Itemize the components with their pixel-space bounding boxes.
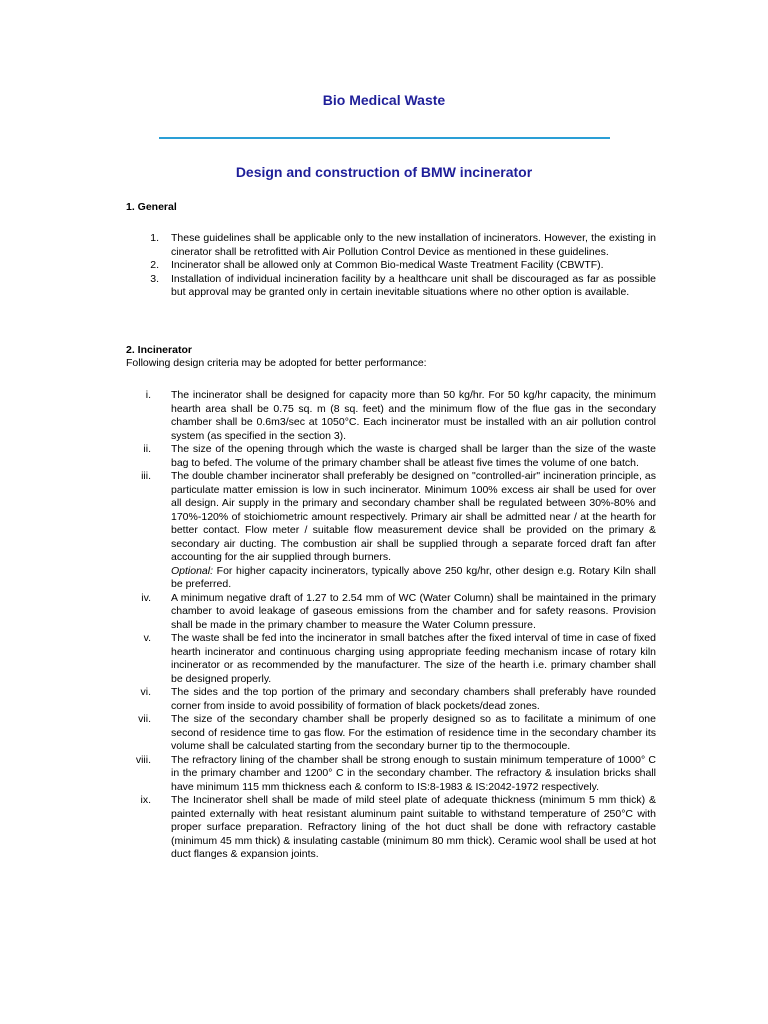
list-item <box>126 632 656 686</box>
list-item <box>126 273 656 300</box>
list-item-number: 3. <box>150 272 159 285</box>
document-title: Bio Medical Waste <box>322 92 446 108</box>
list-item-number: iii. <box>141 470 151 482</box>
list-item-number: 1. <box>150 232 159 244</box>
list-item-number: viii. <box>135 753 151 766</box>
optional-text: For higher capacity incinerators, typically above 250 kg/hr, other design e.g. Rotary Kiln shall be preferred. <box>171 564 656 590</box>
list-item-number: vi. <box>140 686 151 698</box>
list-item-number: iv. <box>141 591 151 604</box>
list-item-number: 2. <box>150 259 159 271</box>
list-item-text: Incinerator shall be allowed only at Common Bio-medical Waste Treatment Facility (CBWTF). <box>171 259 604 271</box>
list-item <box>126 259 656 273</box>
list-item-number: vii. <box>138 713 151 725</box>
optional-label: Optional: <box>171 564 214 577</box>
section-heading-general: 1. General <box>126 201 177 213</box>
section-intro: Following design criteria may be adopted for better performance: <box>126 357 427 369</box>
document-subtitle: Design and construction of BMW incinerator <box>235 164 533 180</box>
list-item-text: A minimum negative draft of 1.27 to 2.54 mm of WC (Water Column) shall be maintained in the primary chamber to avoid leakage of gaseous emissions from the chamber and for safety reasons. Provision shall be made in the primary chamber to measure the Water Column pressure. <box>171 591 656 631</box>
list-item-text: Installation of individual incineration facility by a healthcare unit shall be discouraged as far as possible but approval may be granted only in certain inevitable situations where no other option is available. <box>171 272 656 298</box>
list-item-text: The size of the opening through which the waste is charged shall be larger than the size of the waste bag to befed. The volume of the primary chamber shall be atleast five times the volume of one batch. <box>171 443 656 469</box>
list-item-text: The sides and the top portion of the primary and secondary chambers shall preferably have rounded corner from inside to avoid possibility of formation of black pockets/dead zones. <box>171 686 656 712</box>
list-item-number: i. <box>145 389 151 401</box>
list-item <box>126 232 656 259</box>
general-list <box>126 232 656 300</box>
list-item <box>126 754 656 795</box>
list-item <box>126 443 656 470</box>
list-item-number: v. <box>143 632 151 644</box>
list-item <box>126 389 656 443</box>
list-item-text: The refractory lining of the chamber shall be strong enough to sustain minimum temperature of 1000° C in the primary chamber and 1200° C in the secondary chamber. The refractory & insulation bricks shall have minimum 115 mm thickness each & conform to IS:8-1983 & IS:2042-1972 respectively. <box>171 753 656 793</box>
list-item-text: The size of the secondary chamber shall be properly designed so as to facilitate a minimum of one second of residence time to gas flow. For the estimation of residence time in the secondary chamber its volume shall be calculated starting from the secondary burner tip to the thermocouple. <box>171 713 656 752</box>
list-item <box>126 686 656 713</box>
list-item-text: The Incinerator shell shall be made of mild steel plate of adequate thickness (minimum 5 mm thick) & painted externally with heat resistant aluminum paint suitable to withstand temperature of 250°C with proper surface preparation. Refractory lining of the hot duct shall be done with refractory castable (minimum 45 mm thick) & insulating castable (minimum 80 mm thick). Ceramic wool shall be used at hot duct flanges & expansion joints. <box>171 794 656 860</box>
list-item-number: ii. <box>143 443 151 455</box>
list-item <box>126 713 656 754</box>
list-item-text: The waste shall be fed into the incinerator in small batches after the fixed interval of time in case of fixed hearth incinerator and continuous charging using appropriate feeding mechanism incase of rotary kiln incinerator or as recommended by the manufacturer. The size of the hearth i.e. primary chamber shall be designed properly. <box>171 632 656 685</box>
title-divider <box>159 137 610 139</box>
list-item-text: These guidelines shall be applicable only to the new installation of incinerators. However, the existing in cinerator shall be retrofitted with Air Pollution Control Device as mentioned in these guidelines. <box>171 232 656 258</box>
design-criteria-list <box>126 389 656 862</box>
list-item-text: The incinerator shall be designed for capacity more than 50 kg/hr. For 50 kg/hr capacity, the minimum hearth area shall be 0.75 sq. m (8 sq. feet) and the minimum flow of the flue gas in the secondary chamber shall be 0.6m3/sec at 1050°C. Each incinerator must be installed with an air pollution control system (as specified in the section 3). <box>171 389 656 442</box>
list-item <box>126 794 656 862</box>
list-item-number: ix. <box>140 794 151 806</box>
section-heading-incinerator: 2. Incinerator <box>126 344 192 356</box>
list-item-text: The double chamber incinerator shall preferably be designed on "controlled-air" incineration principle, as particulate matter emission is low in such incinerator. Minimum 100% excess air shall be used for over all design. Air supply in the primary and secondary chamber shall be regulated between 30%-80% and 170%-120% of stoichiometric amount respectively. Primary air shall be admitted near / at the hearth for better contact. Flow meter / suitable flow measurement device shall be provided on the primary & secondary air ducting. The combustion air shall be supplied through a separate forced draft fan after accounting for the air supplied through burners. <box>171 470 656 563</box>
list-item <box>126 592 656 633</box>
list-item <box>126 470 656 592</box>
